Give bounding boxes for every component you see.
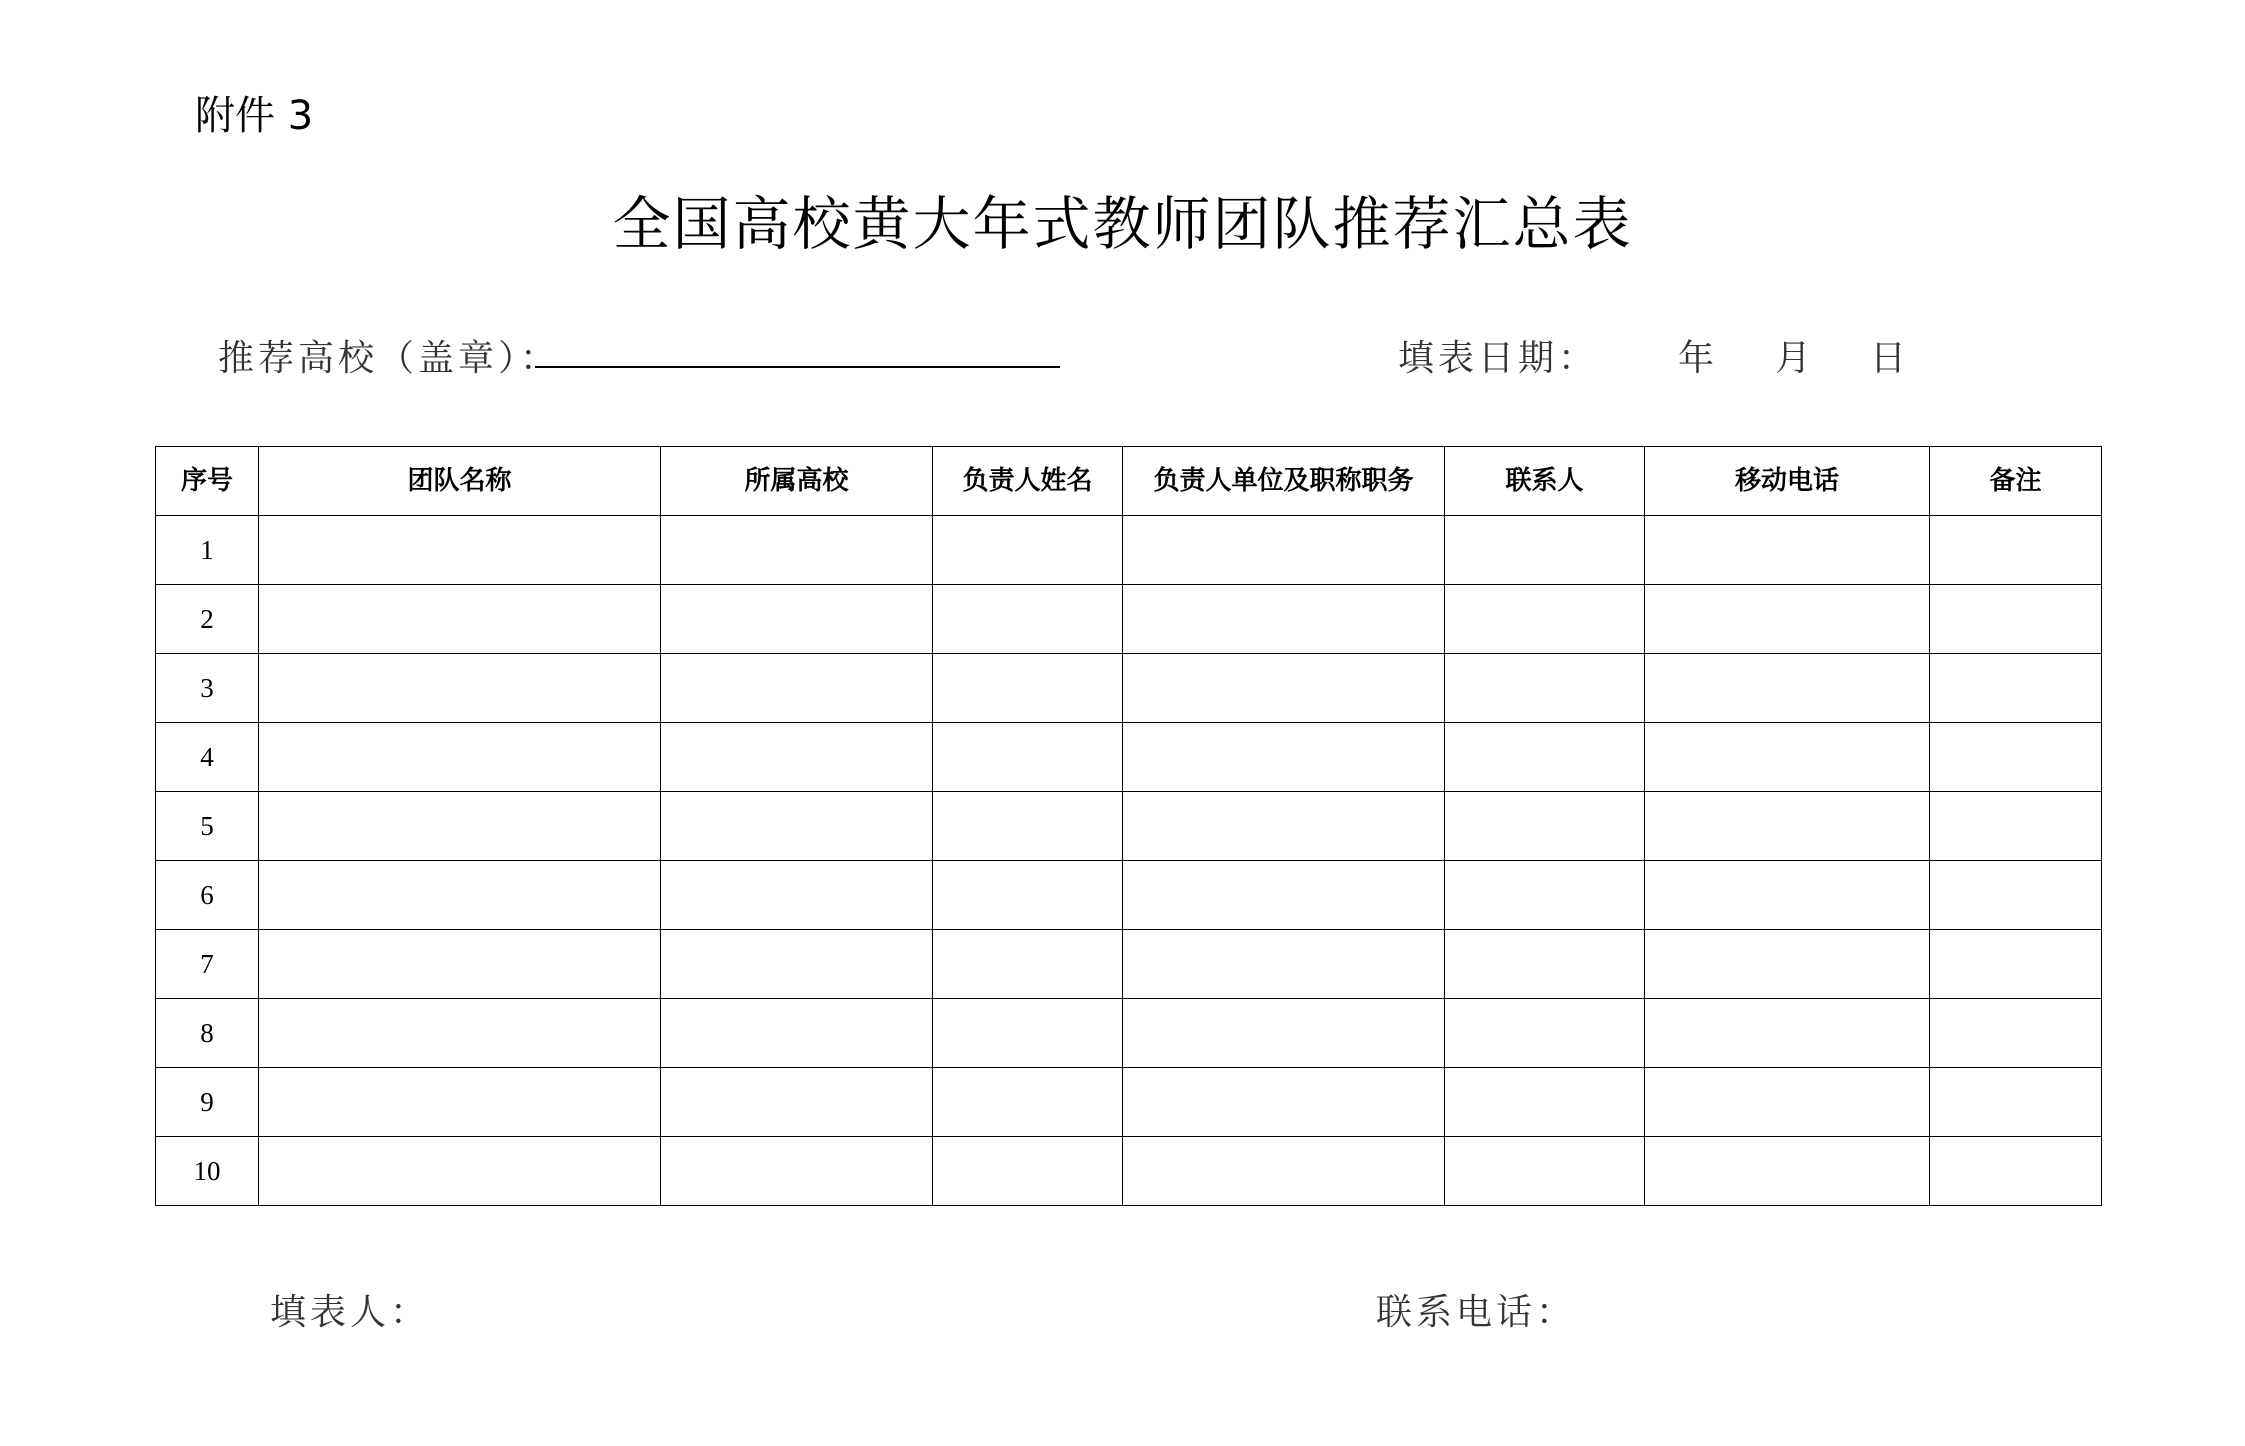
table-row [156,861,2102,930]
team-name-cell[interactable] [259,585,661,654]
table-row [156,792,2102,861]
leader-name-cell[interactable] [933,930,1123,999]
leader-unit-cell[interactable] [1123,1137,1445,1206]
table-row [156,930,2102,999]
team-name-cell[interactable] [259,792,661,861]
remarks-cell[interactable] [1930,861,2102,930]
serial-number-cell: 7 [156,930,259,999]
team-name-cell[interactable] [259,1137,661,1206]
university-cell[interactable] [661,861,933,930]
contact-cell[interactable] [1445,1137,1645,1206]
leader-unit-cell[interactable] [1123,792,1445,861]
table-row [156,1137,2102,1206]
university-cell[interactable] [661,585,933,654]
leader-name-cell[interactable] [933,516,1123,585]
table-row [156,723,2102,792]
university-cell[interactable] [661,516,933,585]
mobile-cell[interactable] [1645,1068,1930,1137]
university-cell[interactable] [661,1137,933,1206]
university-cell[interactable] [661,930,933,999]
table-row [156,516,2102,585]
remarks-cell[interactable] [1930,999,2102,1068]
contact-cell[interactable] [1445,792,1645,861]
leader-unit-cell[interactable] [1123,999,1445,1068]
date-month-label: 月 [1775,338,1812,379]
header-mobile: 移动电话 [1645,447,1930,516]
header-leader-name: 负责人姓名 [933,447,1123,516]
contact-cell[interactable] [1445,654,1645,723]
header-remarks: 备注 [1930,447,2102,516]
team-name-cell[interactable] [259,1068,661,1137]
university-cell[interactable] [661,1068,933,1137]
leader-name-cell[interactable] [933,723,1123,792]
date-label: 填表日期： [1398,338,1599,379]
leader-unit-cell[interactable] [1123,516,1445,585]
contact-cell[interactable] [1445,930,1645,999]
remarks-cell[interactable] [1930,723,2102,792]
header-leader-unit-title: 负责人单位及职称职务 [1123,447,1445,516]
mobile-cell[interactable] [1645,585,1930,654]
team-name-cell[interactable] [259,999,661,1068]
team-name-cell[interactable] [259,723,661,792]
leader-unit-cell[interactable] [1123,1068,1445,1137]
contact-cell[interactable] [1445,585,1645,654]
remarks-cell[interactable] [1930,792,2102,861]
remarks-cell[interactable] [1930,1137,2102,1206]
serial-number-cell: 4 [156,723,259,792]
leader-name-cell[interactable] [933,792,1123,861]
table-row [156,999,2102,1068]
table-row [156,585,2102,654]
contact-cell[interactable] [1445,999,1645,1068]
leader-name-cell[interactable] [933,585,1123,654]
mobile-cell[interactable] [1645,861,1930,930]
serial-number-cell: 8 [156,999,259,1068]
university-cell[interactable] [661,654,933,723]
leader-unit-cell[interactable] [1123,723,1445,792]
header-serial: 序号 [156,447,259,516]
serial-number-cell: 5 [156,792,259,861]
remarks-cell[interactable] [1930,585,2102,654]
mobile-cell[interactable] [1645,792,1930,861]
mobile-cell[interactable] [1645,516,1930,585]
leader-name-cell[interactable] [933,999,1123,1068]
university-cell[interactable] [661,999,933,1068]
mobile-cell[interactable] [1645,654,1930,723]
university-cell[interactable] [661,723,933,792]
leader-name-cell[interactable] [933,861,1123,930]
school-signature-line[interactable] [535,366,1060,368]
university-cell[interactable] [661,792,933,861]
leader-name-cell[interactable] [933,1068,1123,1137]
serial-number-cell: 2 [156,585,259,654]
school-label: 推荐高校（盖章）： [218,338,561,379]
contact-cell[interactable] [1445,1068,1645,1137]
leader-unit-cell[interactable] [1123,585,1445,654]
serial-number-cell: 6 [156,861,259,930]
header-university: 所属高校 [661,447,933,516]
team-name-cell[interactable] [259,861,661,930]
date-year-label: 年 [1678,338,1715,379]
serial-number-cell: 10 [156,1137,259,1206]
date-day-label: 日 [1870,338,1907,379]
leader-unit-cell[interactable] [1123,654,1445,723]
table-header-row [156,447,2102,516]
recommendation-table [155,446,2102,1206]
serial-number-cell: 1 [156,516,259,585]
table-row [156,654,2102,723]
header-team-name: 团队名称 [259,447,661,516]
document-title: 全国高校黄大年式教师团队推荐汇总表 [612,190,1633,258]
table-row [156,1068,2102,1137]
mobile-cell[interactable] [1645,723,1930,792]
filler-label: 填表人： [270,1292,431,1333]
team-name-cell[interactable] [259,654,661,723]
remarks-cell[interactable] [1930,516,2102,585]
header-contact: 联系人 [1445,447,1645,516]
remarks-cell[interactable] [1930,930,2102,999]
remarks-cell[interactable] [1930,654,2102,723]
leader-name-cell[interactable] [933,1137,1123,1206]
remarks-cell[interactable] [1930,1068,2102,1137]
serial-number-cell: 9 [156,1068,259,1137]
leader-unit-cell[interactable] [1123,930,1445,999]
serial-number-cell: 3 [156,654,259,723]
contact-cell[interactable] [1445,723,1645,792]
mobile-cell[interactable] [1645,1137,1930,1206]
mobile-cell[interactable] [1645,999,1930,1068]
contact-phone-label: 联系电话： [1376,1292,1577,1333]
contact-cell[interactable] [1445,516,1645,585]
leader-unit-cell[interactable] [1123,861,1445,930]
mobile-cell[interactable] [1645,930,1930,999]
attachment-label: 附件 3 [195,93,314,139]
contact-cell[interactable] [1445,861,1645,930]
team-name-cell[interactable] [259,516,661,585]
team-name-cell[interactable] [259,930,661,999]
leader-name-cell[interactable] [933,654,1123,723]
